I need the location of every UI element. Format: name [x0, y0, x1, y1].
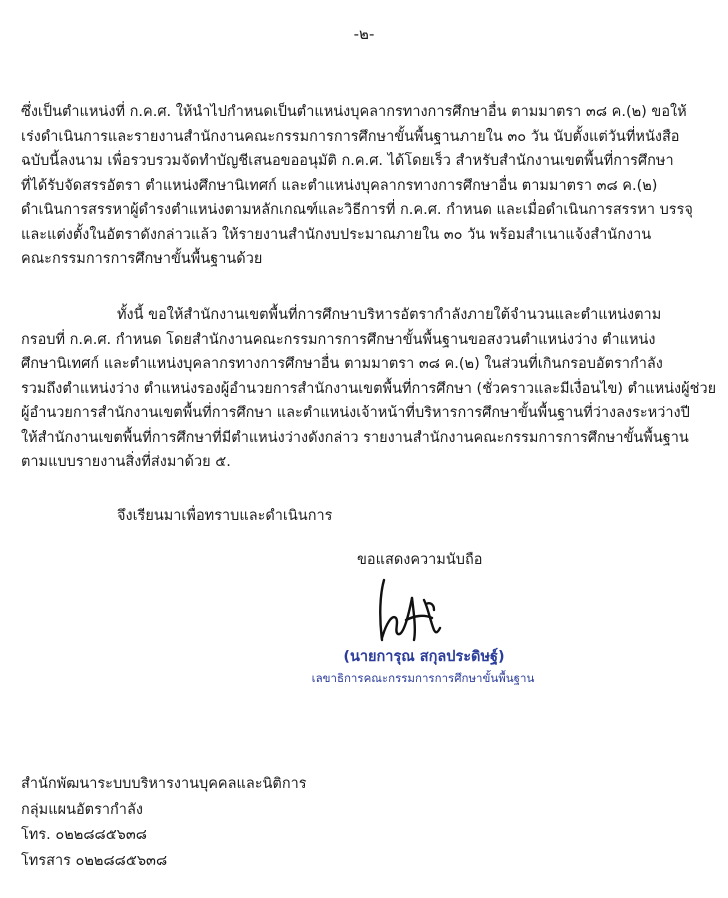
- paragraph-line: ซึ่งเป็นตำแหน่งที่ ก.ค.ศ. ให้นำไปกำหนดเป็นตำแหน่งบุคลากรทางการศึกษาอื่น ตามมาตรา ๓๘ ค.(๒) ขอให้: [21, 104, 687, 120]
- paragraph-line: เร่งดำเนินการและรายงานสำนักงานคณะกรรมการการศึกษาขั้นพื้นฐานภายใน ๓๐ วัน นับตั้งแต่วันที่หนังสือ: [21, 128, 680, 145]
- signer-name: (นายการุณ สกุลประดิษฐ์): [343, 649, 505, 665]
- footer-phone: โทร. ๐๒๒๘๘๕๖๓๘: [21, 827, 147, 843]
- paragraph-line: รวมถึงตำแหน่งว่าง ตำแหน่งรองผู้อำนวยการสำนักงานเขตพื้นที่การศึกษา (ชั่วคราวและมีเงื่อนไข) ตำแหน่งผู้ช่วย: [21, 380, 717, 397]
- paragraph-line: และแต่งตั้งในอัตราดังกล่าวแล้ว ให้รายงานสำนักงบประมาณภายใน ๓๐ วัน พร้อมสำเนาแจ้งสำนักงาน: [21, 226, 652, 243]
- footer-contact: [21, 772, 307, 874]
- handwritten-signature: [372, 574, 444, 646]
- paragraph-line: ให้สำนักงานเขตพื้นที่การศึกษาที่มีตำแหน่งว่างดังกล่าว รายงานสำนักงานคณะกรรมการการศึกษาขั้นพื้นฐาน: [21, 429, 689, 446]
- paragraph-line: ผู้อำนวยการสำนักงานเขตพื้นที่การศึกษา และตำแหน่งเจ้าหน้าที่บริหารการศึกษาขั้นพื้นฐานที่ว่างลงระหว่างปี: [21, 405, 690, 421]
- salutation: ขอแสดงความนับถือ: [357, 552, 483, 568]
- paragraph-line: ศึกษานิเทศก์ และตำแหน่งบุคลากรทางการศึกษาอื่น ตามมาตรา ๓๘ ค.(๒) ในส่วนที่เกินกรอบอัตรากำลัง: [21, 356, 663, 372]
- body-paragraph-2: [21, 303, 717, 475]
- paragraph-line: ฉบับนี้ลงนาม เพื่อรวบรวมจัดทำบัญชีเสนอขออนุมัติ ก.ค.ศ. ได้โดยเร็ว สำหรับสำนักงานเขตพื้นที่การศึกษา: [21, 153, 674, 169]
- paragraph-line: ดำเนินการสรรหาผู้ดำรงตำแหน่งตามหลักเกณฑ์และวิธีการที่ ก.ค.ศ. กำหนด และเมื่อดำเนินการสรรหา บรรจุ: [21, 202, 693, 218]
- page-number: -๒-: [353, 25, 375, 43]
- signer-title: เลขาธิการคณะกรรมการการศึกษาขั้นพื้นฐาน: [311, 671, 535, 685]
- body-paragraph-1: [21, 100, 711, 272]
- paragraph-line: กรอบที่ ก.ค.ศ. กำหนด โดยสำนักงานคณะกรรมการการศึกษาขั้นพื้นฐานขอสงวนตำแหน่งว่าง ตำแหน่ง: [21, 331, 656, 348]
- footer-office: สำนักพัฒนาระบบบริหารงานบุคคลและนิติการ: [21, 776, 307, 792]
- paragraph-line: ที่ได้รับจัดสรรอัตรา ตำแหน่งศึกษานิเทศก์ และตำแหน่งบุคลากรทางการศึกษาอื่น ตามมาตรา ๓๘ ค.(๒): [21, 177, 658, 194]
- footer-group: กลุ่มแผนอัตรากำลัง: [21, 801, 143, 818]
- paragraph-line: คณะกรรมการการศึกษาขั้นพื้นฐานด้วย: [21, 251, 263, 267]
- paragraph-line: ตามแบบรายงานสิ่งที่ส่งมาด้วย ๕.: [21, 454, 231, 470]
- paragraph-line: ทั้งนี้ ขอให้สำนักงานเขตพื้นที่การศึกษาบริหารอัตรากำลังภายใต้จำนวนและตำแหน่งตาม: [117, 307, 662, 323]
- closing-line: จึงเรียนมาเพื่อทราบและดำเนินการ: [117, 508, 333, 524]
- footer-fax: โทรสาร ๐๒๒๘๘๕๖๓๘: [21, 852, 168, 869]
